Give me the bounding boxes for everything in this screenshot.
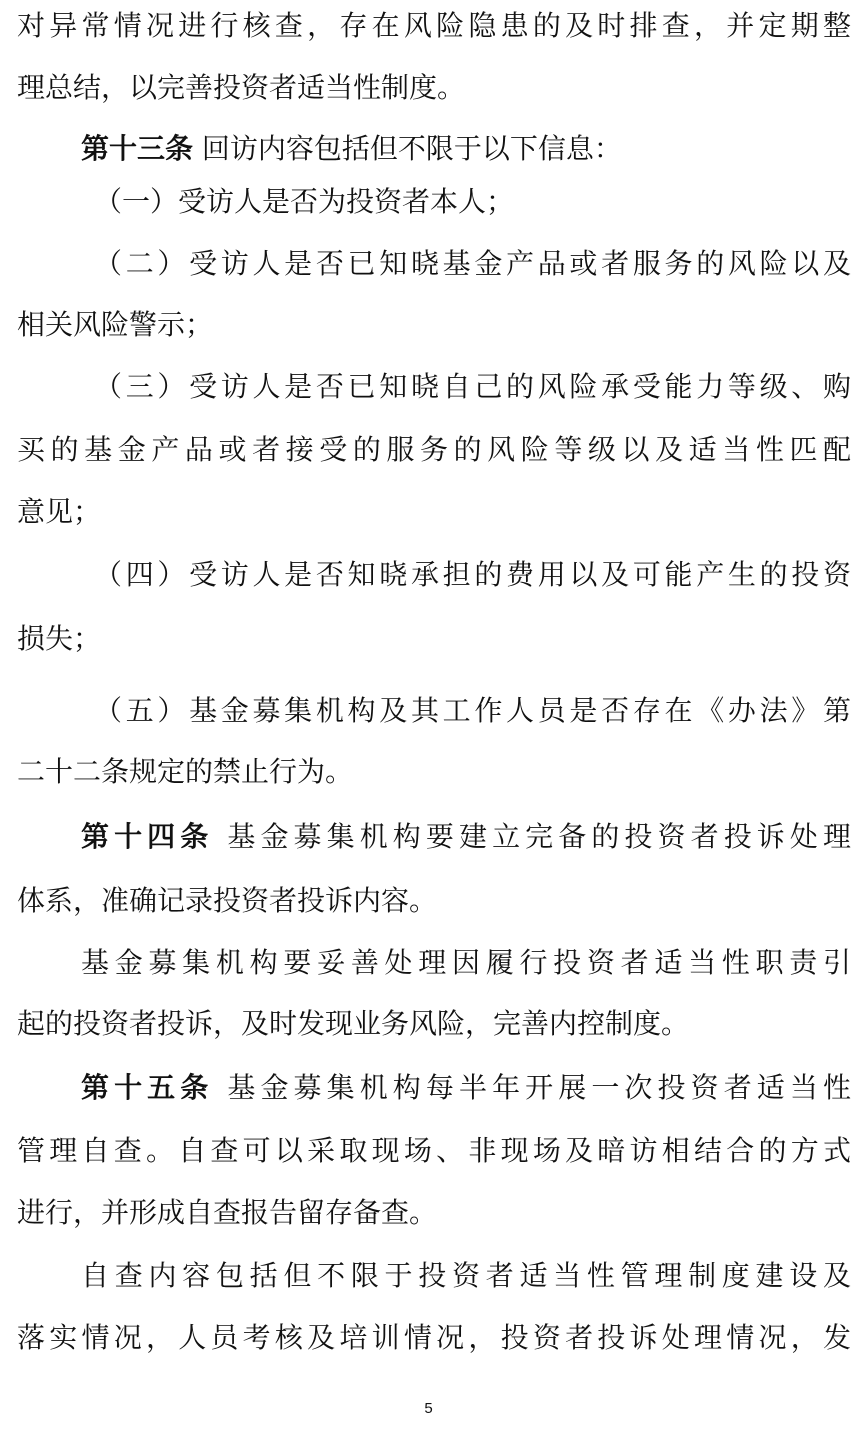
text-line: 相关风险警示； <box>17 308 214 341</box>
text-line: 进行，并形成自查报告留存备查。 <box>17 1196 438 1229</box>
article-13-paragraph <box>17 129 851 169</box>
article-heading: 第十四条 <box>81 820 214 853</box>
text-line: 起的投资者投诉，及时发现业务风险，完善内控制度。 <box>17 1007 690 1040</box>
text-line: 基金募集机构要建立完备的投资者投诉处理 <box>227 820 851 853</box>
text-line: 买的基金产品或者接受的服务的风险等级以及适当性匹配 <box>17 433 851 466</box>
text-line: 管理自查。自查可以采取现场、非现场及暗访相结合的方式 <box>17 1134 851 1167</box>
text-line: 基金募集机构每半年开展一次投资者适当性 <box>227 1071 851 1104</box>
article-heading: 第十三条 <box>81 132 194 165</box>
text-line: （四）受访人是否知晓承担的费用以及可能产生的投资 <box>94 558 851 591</box>
text-line: 落实情况，人员考核及培训情况，投资者投诉处理情况，发 <box>17 1321 851 1354</box>
text-line: 体系，准确记录投资者投诉内容。 <box>17 884 438 917</box>
text-line: （二）受访人是否已知晓基金产品或者服务的风险以及 <box>94 247 851 280</box>
article-14-paragraph <box>17 817 851 857</box>
article-heading: 第十五条 <box>81 1071 214 1104</box>
text-line: 回访内容包括但不限于以下信息： <box>201 132 622 165</box>
text-line: 意见； <box>17 495 102 528</box>
text-line: 理总结，以完善投资者适当性制度。 <box>17 71 466 104</box>
text-line: 损失； <box>17 622 102 655</box>
text-line: 对异常情况进行核查，存在风险隐患的及时排查，并定期整 <box>17 9 851 42</box>
text-line: （三）受访人是否已知晓自己的风险承受能力等级、购 <box>94 370 851 403</box>
text-line: 基金募集机构要妥善处理因履行投资者适当性职责引 <box>81 946 851 979</box>
article-15-paragraph <box>17 1068 851 1108</box>
page-number: 5 <box>424 1400 433 1417</box>
text-line: （五）基金募集机构及其工作人员是否存在《办法》第 <box>94 694 851 727</box>
text-line: （一）受访人是否为投资者本人； <box>94 185 515 218</box>
text-line: 二十二条规定的禁止行为。 <box>17 755 354 788</box>
text-line: 自查内容包括但不限于投资者适当性管理制度建设及 <box>81 1259 851 1292</box>
